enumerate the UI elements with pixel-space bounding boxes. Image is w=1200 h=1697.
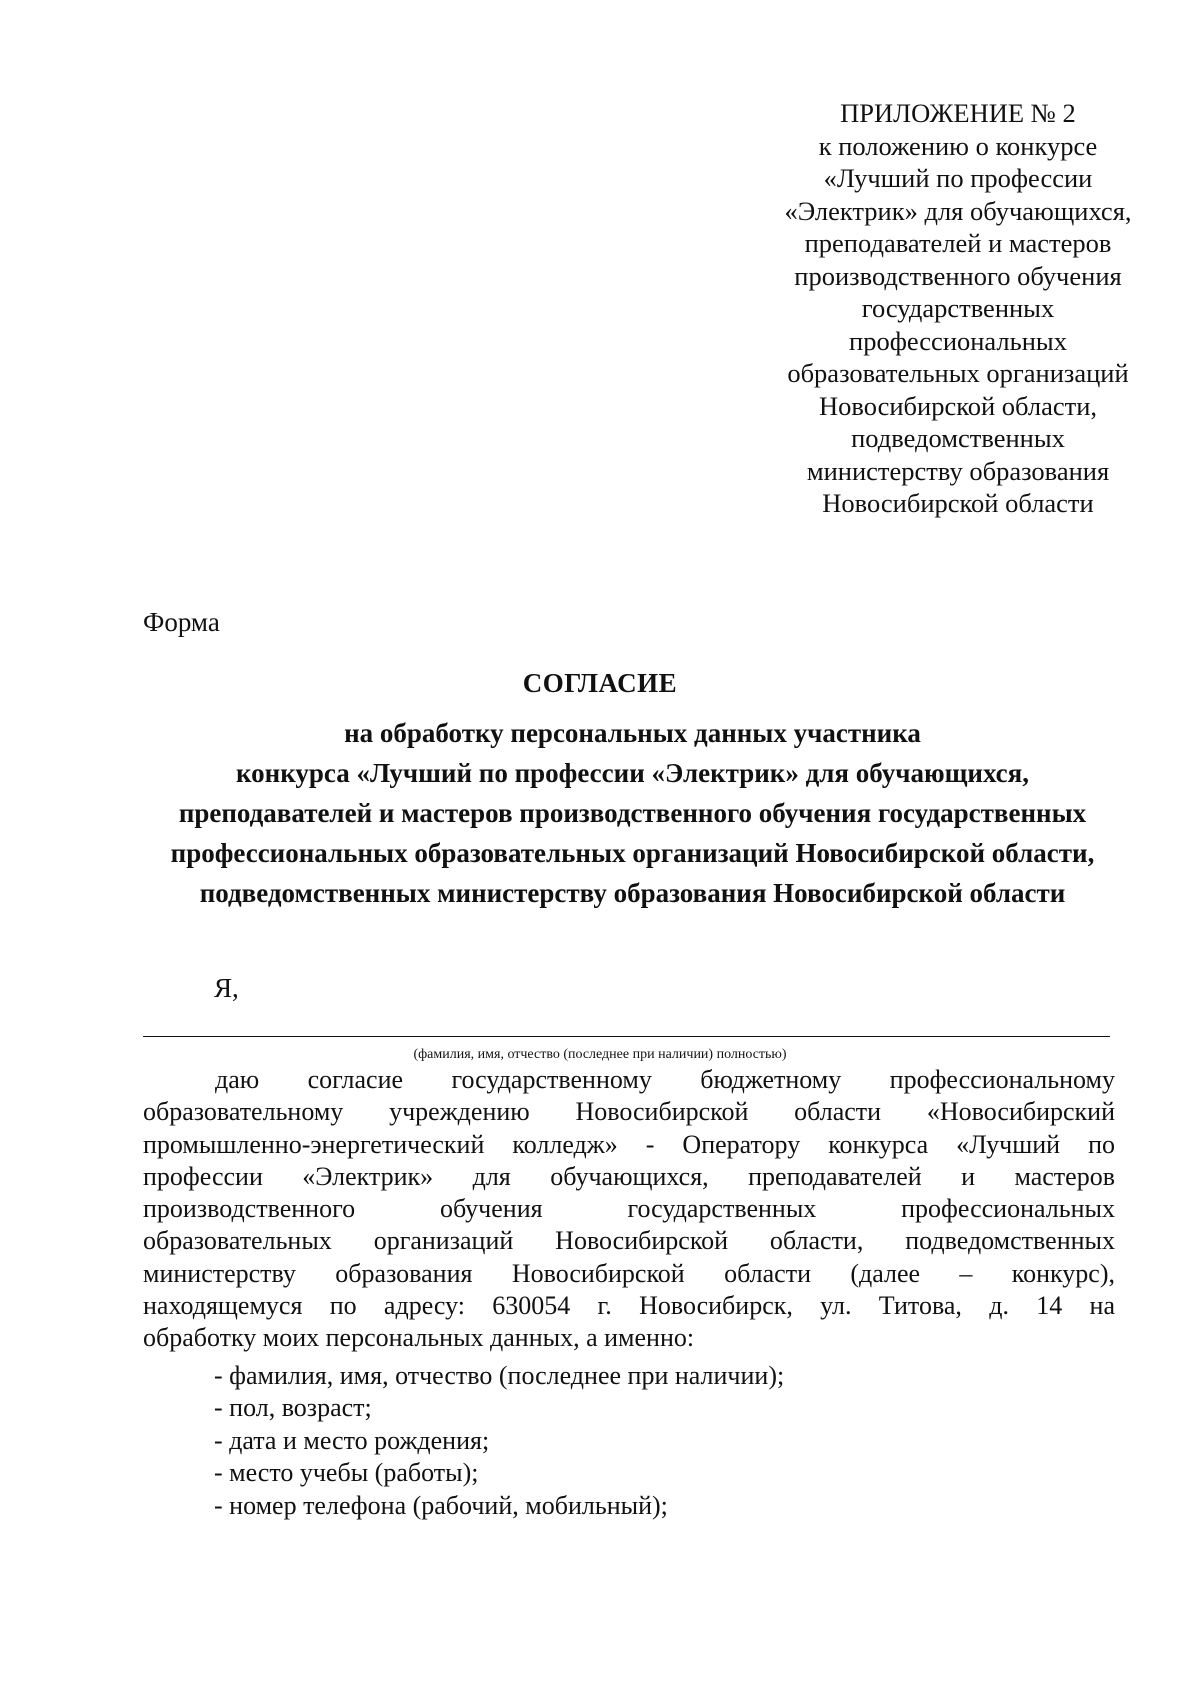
document-title: СОГЛАСИЕ	[522, 668, 678, 698]
appendix-line: «Лучший по профессии	[823, 163, 1093, 193]
appendix-line: преподавателей и мастеров	[804, 228, 1112, 258]
appendix-line: ПРИЛОЖЕНИЕ № 2	[840, 98, 1076, 128]
appendix-line: подведомственных	[851, 423, 1065, 453]
appendix-line: образовательных организаций	[787, 358, 1129, 388]
subtitle-line: профессиональных образовательных организаций Новосибирской области,	[170, 838, 1095, 868]
list-item: - номер телефона (рабочий, мобильный);	[214, 1490, 668, 1520]
appendix-line: профессиональных	[849, 325, 1067, 356]
paragraph-line: министерству образования Новосибирской области (далее – конкурс),	[143, 1258, 1115, 1288]
paragraph-line: производственного обучения государственных профессиональных	[143, 1194, 1115, 1224]
paragraph-line: профессии «Электрик» для обучающихся, преподавателей и мастеров	[143, 1161, 1115, 1191]
appendix-line: Новосибирской области	[822, 488, 1094, 518]
list-item: - место учебы (работы);	[214, 1458, 479, 1488]
name-fill-line[interactable]	[143, 1036, 1110, 1037]
paragraph-line: даю согласие государственному бюджетному профессиональному	[215, 1065, 1115, 1094]
list-item: - дата и место рождения;	[214, 1425, 490, 1455]
subtitle-line: конкурса «Лучший по профессии «Электрик» для обучающихся,	[235, 758, 1030, 788]
paragraph-line: образовательному учреждению Новосибирской области «Новосибирский	[143, 1097, 1115, 1127]
list-item: - пол, возраст;	[214, 1393, 372, 1423]
list-item: - фамилия, имя, отчество (последнее при наличии);	[214, 1361, 785, 1390]
consent-paragraph	[143, 1064, 1115, 1355]
subtitle-line: подведомственных министерству образования Новосибирской области	[199, 878, 1066, 908]
appendix-line: «Электрик» для обучающихся,	[784, 195, 1132, 226]
form-label: Форма	[143, 607, 220, 637]
appendix-line: производственного обучения	[794, 260, 1122, 291]
personal-data-list	[214, 1360, 784, 1522]
appendix-line: государственных	[861, 293, 1055, 323]
subtitle-line: на обработку персональных данных участника	[344, 718, 921, 748]
pronoun-ya: Я,	[214, 973, 239, 1003]
appendix-line: министерству образования	[806, 455, 1110, 486]
name-fill-hint: (фамилия, имя, отчество (последнее при наличии) полностью)	[413, 1047, 787, 1062]
paragraph-line: образовательных организаций Новосибирской области, подведомственных	[143, 1226, 1115, 1256]
paragraph-line: промышленно-энергетический колледж» - Оператору конкурса «Лучший по	[143, 1129, 1115, 1159]
appendix-line: Новосибирской области,	[818, 390, 1098, 421]
subtitle-line: преподавателей и мастеров производственного обучения государственных	[178, 798, 1087, 828]
paragraph-line: обработку моих персональных данных, а именно:	[143, 1323, 695, 1353]
paragraph-line: находящемуся по адресу: 630054 г. Новосибирск, ул. Титова, д. 14 на	[143, 1291, 1115, 1321]
document-subtitle	[130, 713, 1135, 913]
appendix-block	[748, 97, 1168, 520]
appendix-line: к положению о конкурсе	[818, 130, 1098, 161]
